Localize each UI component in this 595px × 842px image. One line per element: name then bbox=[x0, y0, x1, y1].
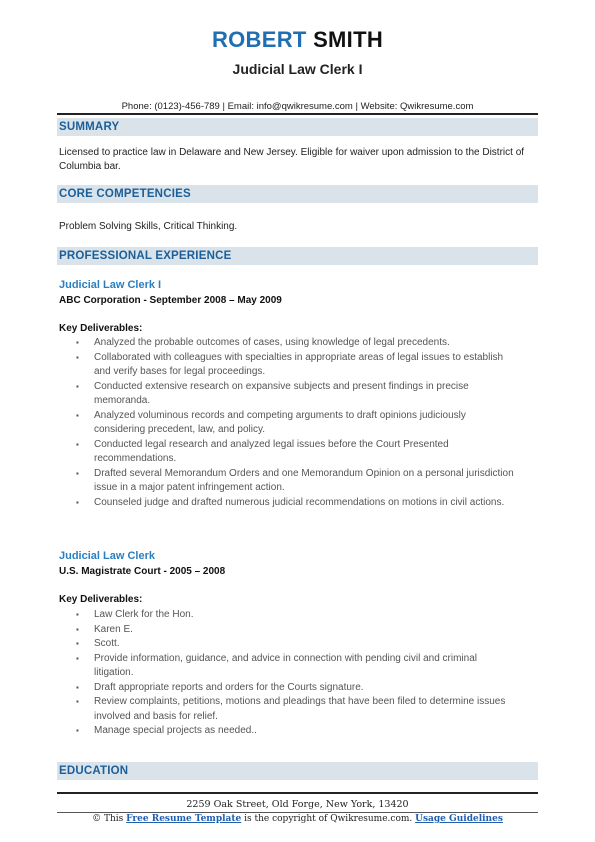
list-item: ▪ Law Clerk for the Hon. bbox=[76, 608, 516, 623]
footer-divider-thin bbox=[57, 812, 538, 813]
list-item: ▪ Counseled judge and drafted numerous judicial recommendations on motions in civil actions. bbox=[76, 496, 516, 511]
education-heading: EDUCATION bbox=[59, 765, 129, 777]
summary-heading: SUMMARY bbox=[59, 121, 120, 133]
list-item: ▪ Karen E. bbox=[76, 623, 516, 638]
list-item: ▪ Scott. bbox=[76, 637, 516, 652]
competencies-heading: CORE COMPETENCIES bbox=[59, 188, 191, 200]
usage-guidelines-link[interactable]: Usage Guidelines bbox=[415, 814, 503, 824]
list-item: ▪ Conducted extensive research on expansive subjects and present findings in precise memoranda. bbox=[76, 380, 516, 409]
copyright-prefix: © This bbox=[92, 814, 124, 824]
summary-section-bar bbox=[57, 118, 538, 136]
footer-address: 2259 Oak Street, Old Forge, New York, 13420 bbox=[186, 799, 409, 810]
job-organization: ABC Corporation - September 2008 – May 2009 bbox=[59, 295, 282, 306]
education-section-bar bbox=[57, 762, 538, 780]
list-item: ▪ Analyzed voluminous records and competing arguments to draft opinions judiciously considering precedent, law, and policy. bbox=[76, 409, 516, 438]
list-item: ▪ Provide information, guidance, and advice in connection with pending civil and criminal litigation. bbox=[76, 652, 516, 681]
list-item: ▪ Conducted legal research and analyzed legal issues before the Court Presented recommendations. bbox=[76, 438, 516, 467]
list-item: ▪ Collaborated with colleagues with specialties in appropriate areas of legal issues to establish and verify bases for legal proceedings. bbox=[76, 351, 516, 380]
list-item: ▪ Analyzed the probable outcomes of cases, using knowledge of legal precedents. bbox=[76, 336, 516, 351]
list-item: ▪ Drafted several Memorandum Orders and one Memorandum Opinion on a personal jurisdiction issue in a major patent infringement action. bbox=[76, 467, 516, 496]
last-name: SMITH bbox=[313, 27, 384, 52]
header-divider bbox=[57, 113, 538, 115]
footer-divider bbox=[57, 792, 538, 794]
job-title: Judicial Law Clerk bbox=[59, 550, 155, 562]
job-deliverables-list bbox=[76, 608, 516, 739]
free-resume-template-link[interactable]: Free Resume Template bbox=[126, 814, 242, 824]
competencies-text: Problem Solving Skills, Critical Thinking. bbox=[59, 221, 238, 232]
summary-text: Licensed to practice law in Delaware and New Jersey. Eligible for waiver upon admission to the District of Columbia bar. bbox=[59, 147, 525, 172]
experience-heading: PROFESSIONAL EXPERIENCE bbox=[59, 250, 232, 262]
key-deliverables-label: Key Deliverables: bbox=[59, 323, 143, 334]
contact-line: Phone: (0123)-456-789 | Email: info@qwikresume.com | Website: Qwikresume.com bbox=[121, 101, 474, 112]
footer-copyright bbox=[0, 814, 595, 824]
copyright-text: is the copyright of Qwikresume.com. bbox=[244, 814, 413, 824]
resume-job-title: Judicial Law Clerk I bbox=[232, 61, 363, 77]
list-item: ▪ Draft appropriate reports and orders for the Courts signature. bbox=[76, 681, 516, 696]
first-name: ROBERT bbox=[211, 27, 307, 52]
job-organization: U.S. Magistrate Court - 2005 – 2008 bbox=[59, 566, 226, 577]
candidate-name bbox=[0, 27, 595, 53]
key-deliverables-label: Key Deliverables: bbox=[59, 594, 143, 605]
job-title: Judicial Law Clerk I bbox=[59, 279, 162, 291]
job-deliverables-list bbox=[76, 336, 516, 510]
list-item: ▪ Review complaints, petitions, motions and pleadings that have been filed to determine issues involved and basis for relief. bbox=[76, 695, 516, 724]
list-item: ▪ Manage special projects as needed.. bbox=[76, 724, 516, 739]
